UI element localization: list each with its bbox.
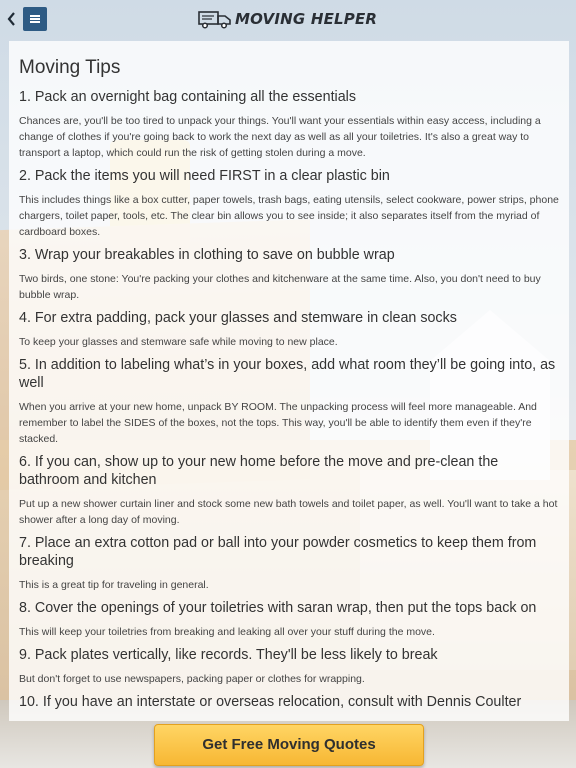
tip-item	[19, 88, 559, 161]
hamburger-menu-icon	[30, 15, 40, 17]
tip-body: To keep your glasses and stemware safe while moving to new place.	[19, 336, 338, 348]
tip-title: 7. Place an extra cotton pad or ball into your powder cosmetics to keep them from breaking	[19, 535, 537, 569]
logo-text: MOVING HELPER	[235, 10, 378, 28]
tip-body: But don't forget to use newspapers, packing paper or clothes for wrapping.	[19, 673, 365, 685]
content-panel	[9, 41, 569, 721]
tip-item	[19, 693, 559, 711]
app-header	[0, 0, 576, 38]
tip-body: This is a great tip for traveling in general.	[19, 579, 209, 591]
tip-title: 2. Pack the items you will need FIRST in a clear plastic bin	[19, 168, 390, 184]
tip-body: Two birds, one stone: You're packing your clothes and kitchenware at the same time. Also, you don't need to buy bubble wrap.	[19, 273, 541, 301]
tip-item	[19, 453, 559, 528]
menu-button[interactable]	[23, 7, 47, 31]
back-button[interactable]	[5, 8, 19, 30]
tip-body: When you arrive at your new home, unpack BY ROOM. The unpacking process will feel more manageable. And remember to label the SIDES of the boxes, not the tops. This way, you'll be able to identify them even if they're stacked.	[19, 401, 537, 445]
tip-item	[19, 599, 559, 640]
tip-title: 4. For extra padding, pack your glasses and stemware in clean socks	[19, 310, 457, 326]
tip-title: 5. In addition to labeling what’s in your boxes, add what room they’ll be going into, as well	[19, 357, 556, 391]
hamburger-menu-icon-bar	[30, 21, 40, 23]
tip-item	[19, 309, 559, 350]
tip-body: Chances are, you'll be too tired to unpack your things. You'll want your essentials within easy access, including a change of clothes if you're going back to work the next day as well as all your toiletries. It's also a great way to transport a laptop, which could run the risk of getting stolen during a move.	[19, 115, 541, 159]
chevron-left-icon	[7, 12, 17, 26]
hamburger-menu-icon-bar	[30, 18, 40, 20]
tip-title: 1. Pack an overnight bag containing all the essentials	[19, 89, 356, 105]
tip-title: 6. If you can, show up to your new home before the move and pre-clean the bathroom and kitchen	[19, 454, 499, 488]
moving-truck-icon	[198, 9, 232, 29]
page-title: Moving Tips	[19, 57, 121, 78]
tip-title: 9. Pack plates vertically, like records. They'll be less likely to break	[19, 647, 438, 663]
tip-title: 3. Wrap your breakables in clothing to save on bubble wrap	[19, 247, 395, 263]
tip-item	[19, 534, 559, 593]
get-quotes-button[interactable]: Get Free Moving Quotes	[154, 724, 424, 766]
tip-body: This includes things like a box cutter, paper towels, trash bags, eating utensils, select cookware, power strips, phone chargers, toilet paper, tools, etc. The clear bin allows you to see inside; it also separates itself from the myriad of cardboard boxes.	[19, 194, 559, 238]
tip-item	[19, 646, 559, 687]
tip-item	[19, 167, 559, 240]
tip-item	[19, 356, 559, 447]
tip-body: Put up a new shower curtain liner and stock some new bath towels and toilet paper, as well. You'll want to take a hot shower after a long day of moving.	[19, 498, 558, 526]
logo[interactable]	[198, 8, 377, 30]
tip-item	[19, 246, 559, 303]
tip-title: 8. Cover the openings of your toiletries with saran wrap, then put the tops back on	[19, 600, 537, 616]
tip-body: This will keep your toiletries from breaking and leaking all over your stuff during the move.	[19, 626, 435, 638]
tip-title: 10. If you have an interstate or overseas relocation, consult with Dennis Coulter	[19, 694, 522, 710]
